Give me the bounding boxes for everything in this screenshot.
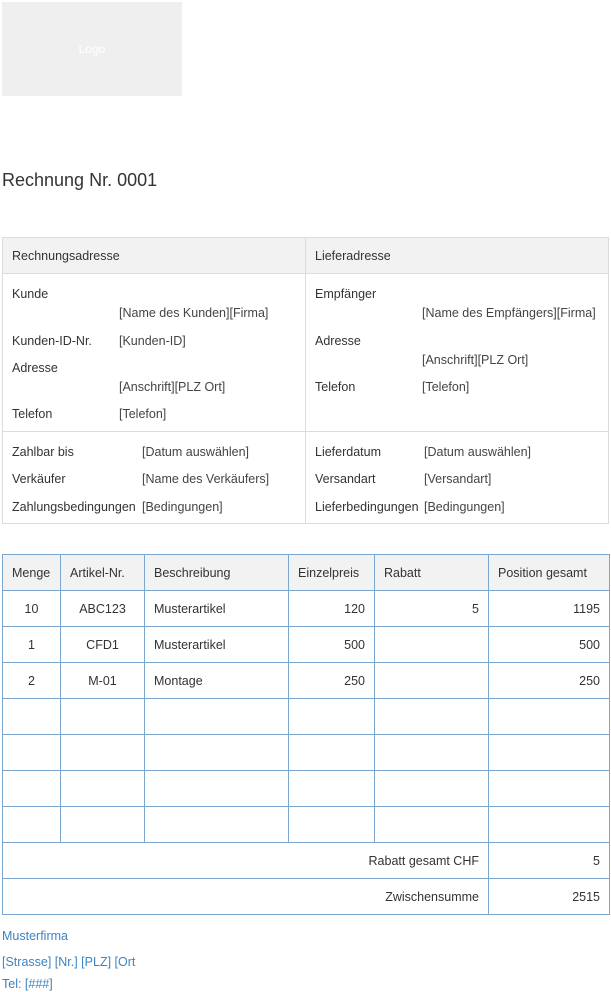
billing-address-label: Adresse [12, 361, 58, 375]
cell-quantity [3, 699, 61, 735]
shipping-address-value: [Anschrift][PLZ Ort] [422, 353, 529, 367]
cell-quantity: 2 [3, 663, 61, 699]
address-section [2, 237, 609, 524]
column-header-quantity: Menge [3, 555, 61, 591]
cell-article-no [61, 807, 145, 843]
cell-discount [375, 735, 489, 771]
cell-description [145, 735, 289, 771]
cell-article-no: ABC123 [61, 591, 145, 627]
cell-unit-price [289, 735, 375, 771]
cell-unit-price: 250 [289, 663, 375, 699]
shipping-phone-value: [Telefon] [422, 380, 470, 394]
cell-article-no: CFD1 [61, 627, 145, 663]
cell-line-total [489, 735, 610, 771]
customer-label: Kunde [12, 287, 49, 301]
table-row-empty [3, 735, 610, 771]
cell-discount: 5 [375, 591, 489, 627]
due-date-label: Zahlbar bis [12, 445, 74, 459]
seller-value: [Name des Verkäufers] [142, 472, 270, 486]
cell-line-total: 250 [489, 663, 610, 699]
cell-discount [375, 663, 489, 699]
column-divider [305, 238, 306, 523]
invoice-title: Rechnung Nr. 0001 [2, 170, 158, 190]
cell-article-no: M-01 [61, 663, 145, 699]
cell-description: Musterartikel [145, 591, 289, 627]
table-row-empty [3, 699, 610, 735]
section-divider [3, 431, 608, 432]
delivery-date-label: Lieferdatum [315, 445, 382, 459]
shipping-method-value: [Versandart] [424, 472, 492, 486]
subtotal-row [3, 879, 610, 915]
cell-line-total: 1195 [489, 591, 610, 627]
cell-unit-price [289, 771, 375, 807]
line-items-table [2, 554, 610, 915]
cell-quantity: 10 [3, 591, 61, 627]
table-row [3, 627, 610, 663]
shipping-method-label: Versandart [315, 472, 376, 486]
billing-address-value: [Anschrift][PLZ Ort] [119, 380, 226, 394]
cell-quantity [3, 771, 61, 807]
cell-discount [375, 627, 489, 663]
column-header-discount: Rabatt [375, 555, 489, 591]
cell-article-no [61, 699, 145, 735]
payment-terms-value: [Bedingungen] [142, 500, 223, 514]
cell-description [145, 771, 289, 807]
cell-unit-price: 500 [289, 627, 375, 663]
cell-description [145, 807, 289, 843]
discount-total-value: 5 [489, 843, 610, 879]
shipping-address-header: Lieferadresse [306, 238, 608, 274]
recipient-label: Empfänger [315, 287, 377, 301]
billing-phone-label: Telefon [12, 407, 53, 421]
column-header-unit-price: Einzelpreis [289, 555, 375, 591]
delivery-date-value: [Datum auswählen] [424, 445, 532, 459]
cell-description: Musterartikel [145, 627, 289, 663]
cell-description [145, 699, 289, 735]
cell-unit-price [289, 699, 375, 735]
cell-quantity [3, 807, 61, 843]
column-header-description: Beschreibung [145, 555, 289, 591]
subtotal-value: 2515 [489, 879, 610, 915]
discount-total-label: Rabatt gesamt CHF [3, 843, 489, 879]
cell-description: Montage [145, 663, 289, 699]
table-row-empty [3, 807, 610, 843]
cell-discount [375, 771, 489, 807]
cell-line-total: 500 [489, 627, 610, 663]
shipping-address-label: Adresse [315, 334, 361, 348]
customer-id-value: [Kunden-ID] [119, 334, 186, 348]
due-date-value: [Datum auswählen] [142, 445, 250, 459]
cell-line-total [489, 807, 610, 843]
delivery-terms-label: Lieferbedingungen [315, 500, 419, 514]
cell-article-no [61, 735, 145, 771]
cell-discount [375, 807, 489, 843]
logo-placeholder: Logo [2, 2, 182, 96]
cell-discount [375, 699, 489, 735]
subtotal-label: Zwischensumme [3, 879, 489, 915]
customer-value: [Name des Kunden][Firma] [119, 306, 269, 320]
customer-id-label: Kunden-ID-Nr. [12, 334, 92, 348]
column-header-article-no: Artikel-Nr. [61, 555, 145, 591]
delivery-terms-value: [Bedingungen] [424, 500, 505, 514]
table-row-empty [3, 771, 610, 807]
table-row [3, 663, 610, 699]
footer-phone: Tel: [###] [2, 977, 53, 991]
cell-unit-price [289, 807, 375, 843]
payment-terms-label: Zahlungsbedingungen [12, 500, 136, 514]
cell-line-total [489, 771, 610, 807]
table-row [3, 591, 610, 627]
billing-address-header: Rechnungsadresse [3, 238, 305, 274]
column-header-line-total: Position gesamt [489, 555, 610, 591]
cell-unit-price: 120 [289, 591, 375, 627]
billing-phone-value: [Telefon] [119, 407, 167, 421]
shipping-phone-label: Telefon [315, 380, 356, 394]
footer-address: [Strasse] [Nr.] [PLZ] [Ort [2, 955, 136, 969]
footer-company: Musterfirma [2, 929, 68, 943]
seller-label: Verkäufer [12, 472, 66, 486]
cell-quantity [3, 735, 61, 771]
cell-quantity: 1 [3, 627, 61, 663]
table-header-row [3, 555, 610, 591]
discount-total-row [3, 843, 610, 879]
cell-article-no [61, 771, 145, 807]
recipient-value: [Name des Empfängers][Firma] [422, 306, 596, 320]
cell-line-total [489, 699, 610, 735]
